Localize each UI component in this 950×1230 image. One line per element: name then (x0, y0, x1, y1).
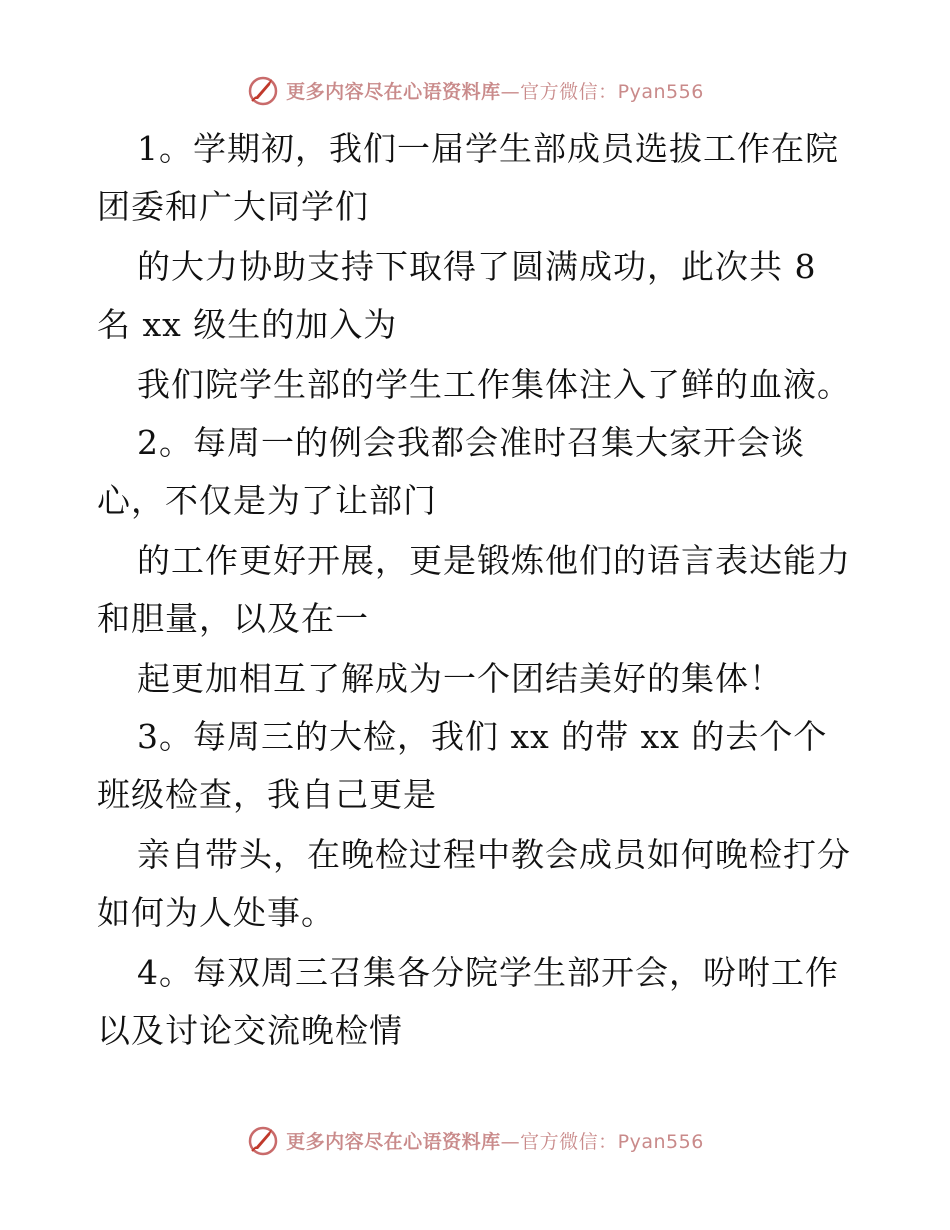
body-line: 如何为人处事。 (97, 893, 335, 932)
body-line: 亲自带头，在晚检过程中教会成员如何晚检打分 (137, 835, 851, 874)
header-watermark-text: 更多内容尽在心语资料库—官方微信：Pyan556 (286, 80, 704, 103)
footer-watermark-text: 更多内容尽在心语资料库—官方微信：Pyan556 (286, 1130, 704, 1153)
quill-logo-icon (246, 1123, 280, 1157)
quill-logo-icon (246, 73, 280, 107)
body-line: 的工作更好开展，更是锻炼他们的语言表达能力 (137, 541, 851, 580)
body-line: 以及讨论交流晚检情 (97, 1011, 403, 1050)
body-line: 我们院学生部的学生工作集体注入了鲜的血液。 (137, 365, 851, 404)
body-line: 3。每周三的大检，我们 xx 的带 xx 的去个个 (137, 717, 828, 756)
footer-watermark (0, 1120, 950, 1160)
body-line: 1。学期初，我们一届学生部成员选拔工作在院 (137, 129, 839, 168)
body-line: 心，不仅是为了让部门 (97, 481, 437, 520)
body-line: 2。每周一的例会我都会准时召集大家开会谈 (137, 423, 805, 462)
body-line: 和胆量，以及在一 (97, 599, 369, 638)
body-line: 团委和广大同学们 (97, 187, 369, 226)
body-line: 4。每双周三召集各分院学生部开会，吩咐工作 (137, 953, 839, 992)
body-line: 名 xx 级生的加入为 (97, 305, 398, 344)
body-line: 的大力协助支持下取得了圆满成功，此次共 8 (137, 247, 817, 286)
body-line: 班级检查，我自己更是 (97, 775, 437, 814)
header-watermark (0, 70, 950, 110)
body-line: 起更加相互了解成为一个团结美好的集体！ (137, 659, 783, 698)
